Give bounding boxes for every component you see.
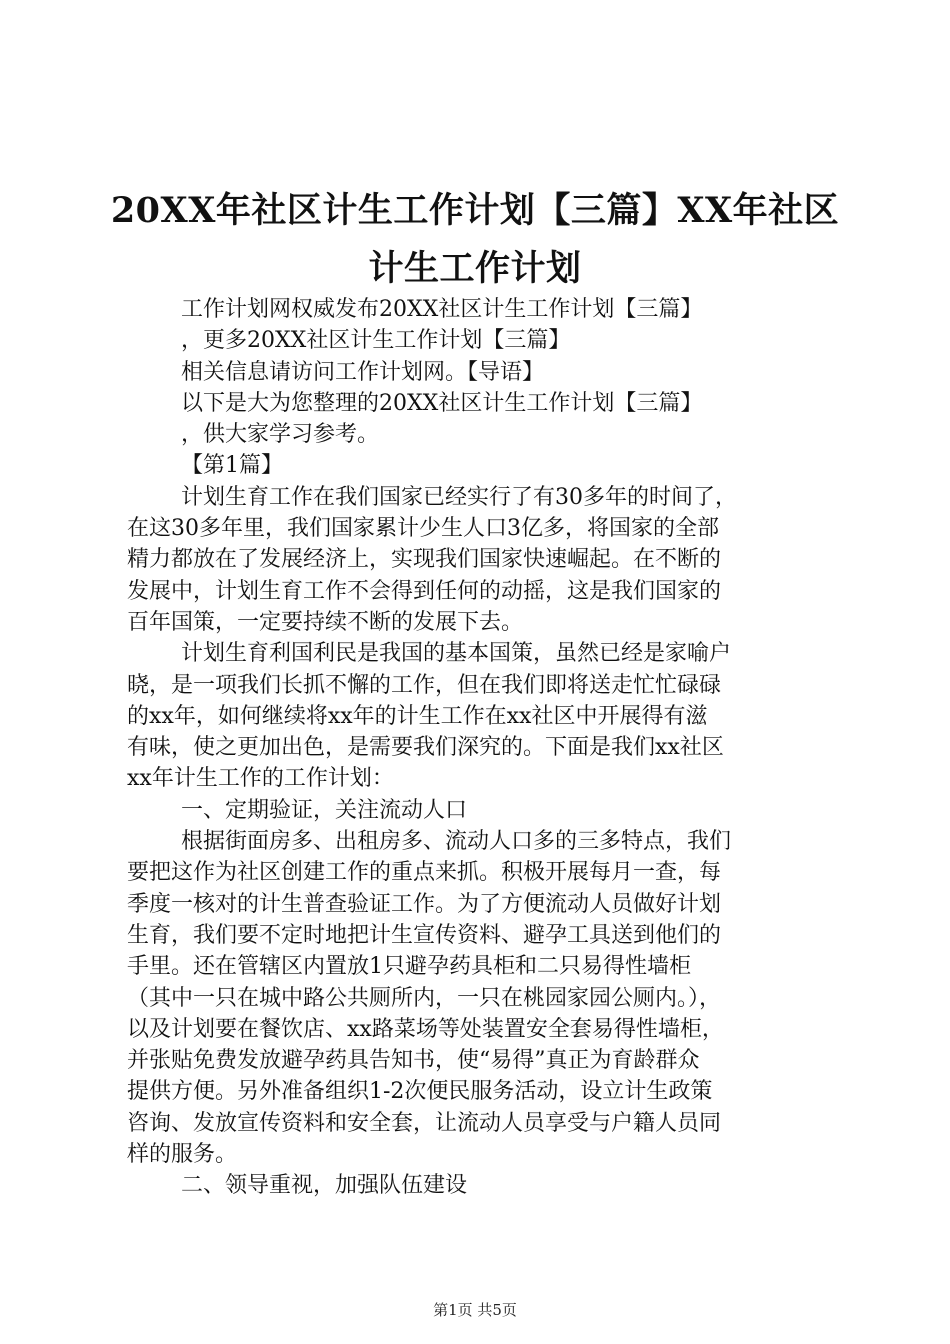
body-line: 的xx年，如何继续将xx年的计生工作在xx社区中开展得有滋 bbox=[127, 703, 708, 729]
body-line: 计划生育工作在我们国家已经实行了有30多年的时间了， bbox=[181, 484, 737, 510]
body-line: 发展中，计划生育工作不会得到任何的动摇，这是我们国家的 bbox=[127, 578, 722, 604]
body-line: 咨询、发放宣传资料和安全套，让流动人员享受与户籍人员同 bbox=[127, 1110, 722, 1136]
body-line: 以及计划要在餐饮店、xx路菜场等处装置安全套易得性墙柜， bbox=[127, 1016, 724, 1042]
document-title-line-1: 20XX年社区计生工作计划【三篇】XX年社区 bbox=[110, 190, 840, 231]
body-line: 一、定期验证，关注流动人口 bbox=[181, 797, 468, 823]
document-title-line-2: 计生工作计划 bbox=[368, 248, 582, 289]
body-line: 季度一核对的计生普查验证工作。为了方便流动人员做好计划 bbox=[127, 891, 722, 917]
body-line: 百年国策，一定要持续不断的发展下去。 bbox=[127, 609, 524, 635]
body-line: 要把这作为社区创建工作的重点来抓。积极开展每月一查，每 bbox=[127, 860, 722, 886]
body-line: 根据街面房多、出租房多、流动人口多的三多特点，我们 bbox=[181, 829, 732, 855]
body-line: xx年计生工作的工作计划： bbox=[127, 766, 394, 792]
body-line: 在这30多年里，我们国家累计少生人口3亿多，将国家的全部 bbox=[127, 516, 719, 542]
document-body bbox=[127, 294, 837, 1202]
body-line: 生育，我们要不定时地把计生宣传资料、避孕工具送到他们的 bbox=[127, 922, 722, 948]
body-line: 样的服务。 bbox=[127, 1142, 238, 1168]
body-line: 【第1篇】 bbox=[181, 453, 283, 479]
body-line: ，更多20XX社区计生工作计划【三篇】 bbox=[181, 328, 571, 354]
body-line: 相关信息请访问工作计划网。【导语】 bbox=[181, 359, 545, 385]
page-footer: 第1页 共5页 bbox=[433, 1301, 517, 1319]
body-line: 以下是大为您整理的20XX社区计生工作计划【三篇】 bbox=[181, 390, 703, 416]
body-line: 精力都放在了发展经济上，实现我们国家快速崛起。在不断的 bbox=[127, 547, 722, 573]
body-line: 二、领导重视，加强队伍建设 bbox=[181, 1173, 468, 1199]
body-line: 并张贴免费发放避孕药具告知书，使“易得”真正为育龄群众 bbox=[127, 1048, 700, 1074]
body-line: 有味，使之更加出色，是需要我们深究的。下面是我们xx社区 bbox=[127, 735, 724, 761]
body-line: 手里。还在管辖区内置放1只避孕药具柜和二只易得性墙柜 bbox=[127, 954, 691, 980]
body-line: 工作计划网权威发布20XX社区计生工作计划【三篇】 bbox=[181, 297, 703, 322]
body-line: （其中一只在城中路公共厕所内，一只在桃园家园公厕内。）， bbox=[127, 985, 722, 1011]
body-line: ，供大家学习参考。 bbox=[181, 422, 380, 448]
body-line: 晓，是一项我们长抓不懈的工作，但在我们即将送走忙忙碌碌 bbox=[127, 672, 722, 698]
body-line: 计划生育利国利民是我国的基本国策，虽然已经是家喻户 bbox=[181, 641, 732, 667]
body-line: 提供方便。另外准备组织1-2次便民服务活动，设立计生政策 bbox=[127, 1079, 713, 1105]
